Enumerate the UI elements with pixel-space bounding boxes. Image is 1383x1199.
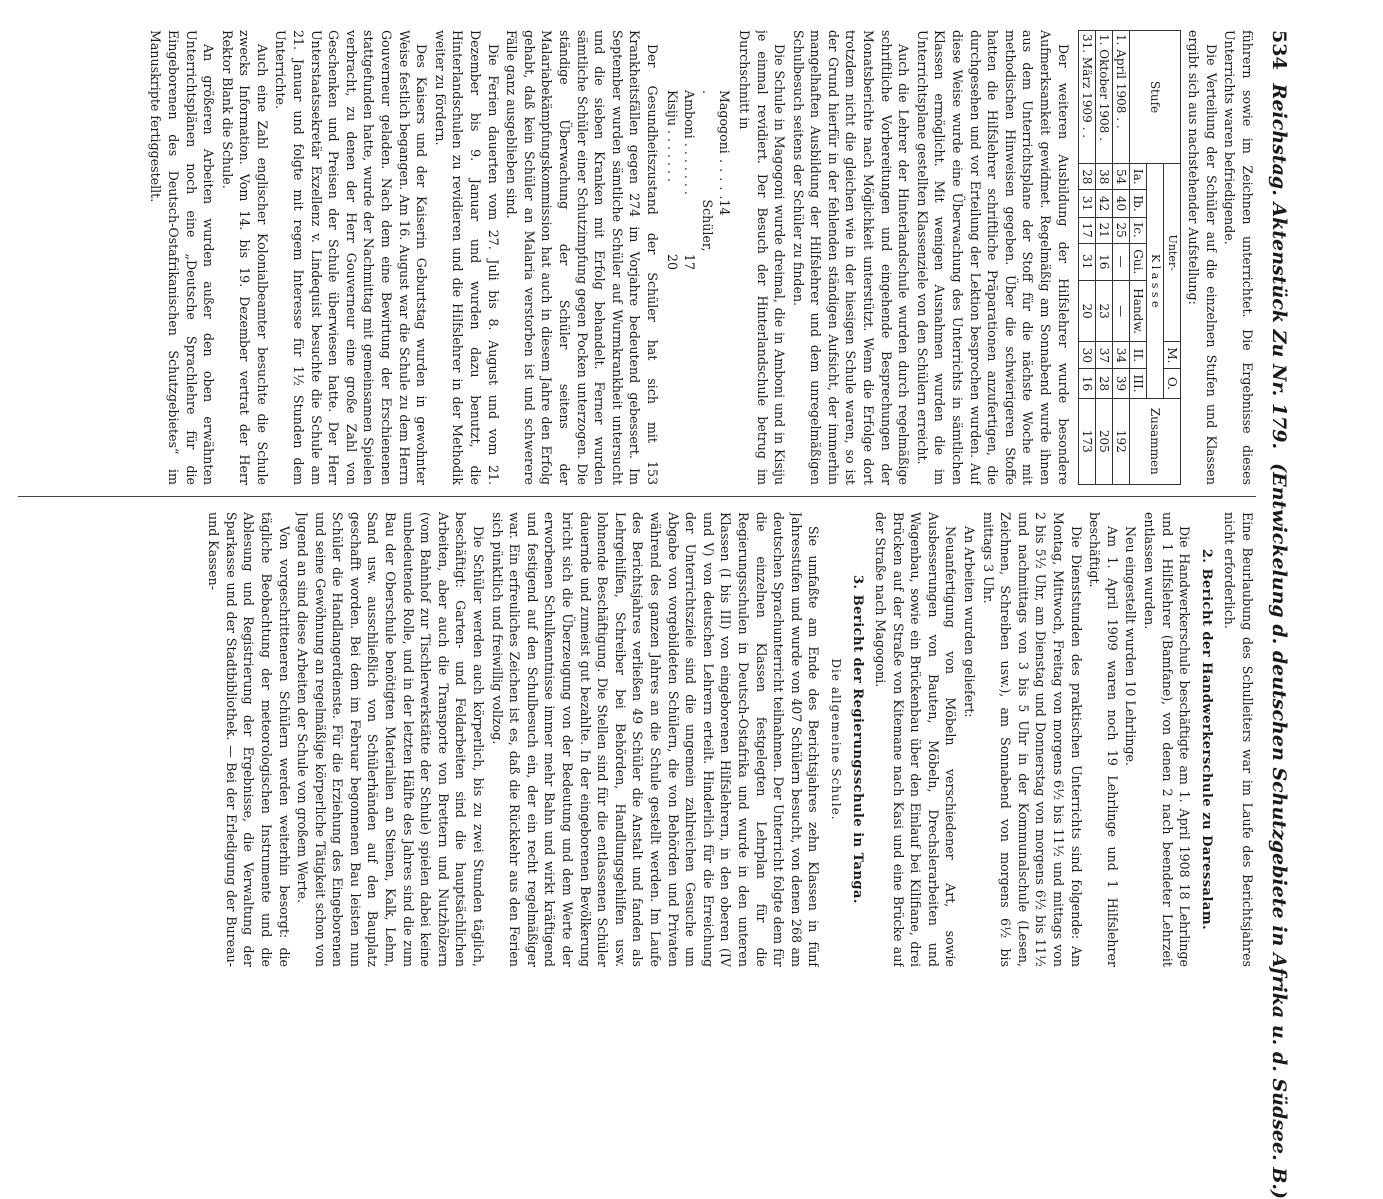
table-header-o: O.: [1163, 369, 1180, 398]
table-subheader: Gui.: [1129, 243, 1146, 280]
table-row: [1112, 31, 1129, 485]
running-head: [1264, 30, 1290, 1199]
section-heading: 2. Bericht der Handwerkerschule zu Daressalam.: [1198, 548, 1214, 931]
section-subheading: Die allgemeine Schule.: [828, 658, 843, 821]
outpost-attendance-list: [663, 90, 733, 485]
table-cell: 23: [1095, 280, 1112, 342]
paragraph: Die Schule in Magogoni wurde dreimal, die in Amboni und in Kisiju je einmal revidiert. Der Besuch der Hinterlandschule betrug im Durchschnitt in: [736, 30, 788, 485]
paragraph: Die Verteilung der Schüler auf die einzelnen Stufen und Klassen ergibt sich aus nachstehender Aufstellung:: [1186, 30, 1219, 485]
right-column: [18, 512, 1256, 967]
paragraph: Neu eingestellt wurden 10 Lehrlinge.: [1123, 526, 1139, 766]
paragraph: An Arbeiten wurden geliefert:: [962, 526, 978, 718]
column-divider: [18, 496, 1256, 497]
table-cell: 16: [1078, 369, 1095, 398]
list-item: [681, 90, 699, 270]
paragraph: Die Ferien dauerten vom 27. Juli bis 8. August und vom 21. Dezember bis 9. Januar und wurden dazu benutzt, die Hinterlandschulen zu revidieren und die Hilfslehrer in der Methodik weiter zu fördern.: [432, 30, 501, 485]
paragraph: Auch eine Zahl englischer Kolonialbeamter besuchte die Schule zwecks Information. Vom 14. bis 19. Dezember vertrat der Herr Rektor Blank die Schule.: [219, 30, 270, 485]
table-cell: 31: [1078, 190, 1095, 217]
outpost-name: Amboni . . . . . . .: [682, 90, 698, 195]
paragraph: Des Kaisers und der Kaiserin Geburtstag wurden in gewohnter Weise festlich begangen. Am 16. August war die Schule zu dem Herrn Gouverneur geladen. Nach dem eine Bewirtung der Erschienenen stattgefunden hatte, wurde der Nachmittag mit gemeinsamen Spielen verbracht, zu denen der Herr Gouverneur eine große Zahl von Geschenken und Preisen der Schule überwiesen hatte. Der Herr Unterstaatssekretär Exzellenz v. Lindequist besuchte die Schule am 21. Januar und folgte mit regem Interesse für 1½ Stunden dem Unterrichte.: [273, 30, 430, 485]
running-title-right: (Entwickelung d. deutschen Schutzgebiete in Afrika u. d. Südsee. B.): [1268, 463, 1290, 1199]
paragraph: Von vorgeschritteneren Schülern werden weiterhin besorgt: die tägliche Beobachtung der meteorologischen Instrumente und die Ablesung und Registrierung der Ergebnisse, die Verwaltung der Sparkasse und der Stadtbibliothek. — Bei der Erledigung der Bureau- und Kassen-: [206, 512, 292, 967]
paragraph: Auch die Lehrer der Hinterlandschule wurden durch regelmäßige schriftliche Vorbereitungen und eingehende Besprechungen der Monatsberichte nach Möglichkeit unterstützt. Wenn die Erfolge dort trotzdem nicht die gleichen wie in der hiesigen Schule waren, so ist der Grund hierfür in der fehlenden ständigen Aufsicht, der immerhin mangelhaften Ausbildung der Hilfslehrer und dem unregelmäßigen Schulbesuch seitens der Schüler zu finden.: [790, 30, 912, 485]
outpost-count: 20: [664, 253, 680, 270]
table-cell: 17: [1078, 217, 1095, 243]
outpost-count: 17: [682, 253, 698, 270]
class-distribution-table: [1078, 30, 1181, 485]
paragraph: Die Schüler werden auch körperlich, bis zu zwei Stunden täglich, beschäftigt: Garten- und Feldarbeiten sind die hauptsächlichen Arbeiten, aber auch die Transporte von Brettern und Nutzhölzern (vom Bahnhof zur Tischlerwerkstätte der Schule) spielen dabei keine unbedeutende Rolle, und in der letzten Hälfte des Jahres sind die zum Bau der Oberschule benötigten Materialien an Steinen, Kalk, Lehm, Sand usw. ausschließlich von Schülerhänden auf den Bauplatz geschafft worden. Bei dem im Februar begonnenen Bau leisten nun Schüler die Handlangerdienste. Für die Erziehung des Eingeborenen und seine Gewöhnung an regelmäßige körperliche Tätigkeit schon von Jugend an sind diese Arbeiten der Schule von großem Werte.: [295, 512, 487, 967]
table-cell-date: 1. April 1908 . .: [1112, 31, 1129, 164]
table-cell-total: 205: [1095, 398, 1112, 484]
paragraph: Neuanfertigung von Möbeln verschiedener Art, sowie Ausbesserungen von Bauten, Möbeln, Drechslerarbeiten und Wagenbau, sowie ein Brückenbau über den Einlauf bei Kilifiane, drei Brücken auf der Straße von Kitemane nach Kasi und eine Brücke auf der Straße nach Magogoni.: [873, 512, 959, 967]
table-cell-total: 192: [1112, 398, 1129, 484]
table-cell: 39: [1112, 369, 1129, 398]
table-cell-date: 1. Oktober 1908 .: [1095, 31, 1112, 164]
table-cell: —: [1112, 243, 1129, 280]
table-header-stufe: Stufe: [1129, 31, 1180, 164]
table-row: [1095, 31, 1112, 485]
paragraph: Sie umfaßte am Ende des Berichtsjahres zehn Klassen in fünf Jahresstufen und wurde von 407 Schülern besucht, von denen 268 am deutschen Sprachunterricht teilnahmen. Der Unterricht folgte dem für die einzelnen Klassen festgelegten Lehrplan für die Regierungsschulen in Deutsch-Ostafrika und wurde in den unteren Klassen (I bis III) von eingeborenen Hilfslehrern, in den oberen (IV und V) von deutschen Lehrern erteilt. Hinderlich für die Erreichung der Unterrichtsziele sind die ungemein zahlreichen Gesuche um Abgabe von vorgebildeten Schülern, die von Behörden und Privaten während des ganzen Jahres an die Schule gestellt werden. Im Laufe des Berichtsjahres verließen 49 Schüler die Anstalt und fanden als Lehrgehilfen, Schreiber bei Behörden, Handlungsgehilfen usw. lohnende Beschäftigung. Die Stellen sind für die entlassenen Schüler dauernde und zumeist gut bezahlte. In der eingeborenen Bevölkerung bricht sich die Überzeugung von der Bedeutung und dem Werte der erworbenen Schulkenntnisse immer mehr Bahn und wirkt kräftigend und festigend auf den Schulbesuch ein, der ein recht regelmäßiger war. Ein erfreuliches Zeichen ist es, daß die Rückkehr aus den Ferien sich pünktlich und freiwillig vollzog.: [489, 512, 822, 967]
table-cell: 37: [1095, 342, 1112, 369]
table-row: [1078, 31, 1095, 485]
table-cell: 16: [1095, 243, 1112, 280]
table-subheader: II.: [1129, 342, 1146, 369]
table-cell: 21: [1095, 217, 1112, 243]
paragraph: An größeren Arbeiten wurden außer den oben erwähnten Unterrichtsplänen noch eine „Deutsche Sprachlehre für die Eingeborenen des Deutsch-Ostafrikanischen Schutzgebietes“ im Manuskripte fertiggestellt.: [148, 30, 217, 485]
table-subheader: Ia.: [1129, 163, 1146, 190]
left-column: [18, 30, 1256, 485]
table-header-klasse: K l a s s e: [1146, 163, 1163, 398]
table-subheader: III.: [1129, 369, 1146, 398]
list-item: [663, 90, 681, 270]
table-subheader: Ib.: [1129, 190, 1146, 217]
outpost-count: 14 Schüler,: [699, 199, 733, 252]
table-cell-date: 31. März 1909 . .: [1078, 31, 1095, 164]
table-cell: 28: [1095, 369, 1112, 398]
outpost-name: Magogoni . . . . . .: [699, 90, 733, 200]
table-cell: 30: [1078, 342, 1095, 369]
paragraph: Die Dienststunden des praktischen Unterrichts sind folgende: Am Montag, Mittwoch, Freitag von morgens 6½ bis 11½ und mittags von 2 bis 5½ Uhr, am Dienstag und Donnerstag von morgens 6½ bis 11½ und nachmittags von 3 bis 5 Uhr in der Kommunalschule (Lesen, Zeichnen, Schreiben usw.), am Sonnabend von morgens 6½ bis mittags 3 Uhr.: [980, 512, 1084, 967]
list-item: [698, 90, 733, 270]
table-cell-total: 173: [1078, 398, 1095, 484]
table-subheader: Ic.: [1129, 217, 1146, 243]
table-header-unter: Unter-: [1163, 163, 1180, 341]
table-cell: 42: [1095, 190, 1112, 217]
table-cell: 20: [1078, 280, 1095, 342]
table-cell: 28: [1078, 163, 1095, 190]
running-title-left: Reichstag. Aktenstück Zu Nr. 179.: [1268, 83, 1290, 450]
table-cell: 34: [1112, 342, 1129, 369]
section-heading: 3. Bericht der Regierungsschule in Tanga.: [849, 575, 865, 904]
table-cell: 54: [1112, 163, 1129, 190]
table-cell: 25: [1112, 217, 1129, 243]
paragraph: Der weiteren Ausbildung der Hilfslehrer wurde besondere Aufmerksamkeit gewidmet. Regelmäßig am Sonnabend wurde ihnen aus dem Unterrichtsplane der Stoff für die nächste Woche mit methodischen Hinweisen gegeben. Über die schwierigeren Stoffe hatten die Hilfslehrer schriftliche Präparationen anzufertigen, die durchgesehen und vor Erteilung der Lektion besprochen wurden. Auf diese Weise wurde eine Überwachung des Unterrichts in sämtlichen Klassen ermöglicht. Mit wenigen Ausnahmen wurden die im Unterrichtsplane gestellten Klassenziele von den Schülern erreicht.: [914, 30, 1071, 485]
paragraph: Eine Beurlaubung des Schulleiters war im Laufe des Berichtsjahres nicht erforderlich.: [1222, 512, 1255, 967]
paragraph: Am 1. April 1909 waren noch 19 Lehrlinge und 1 Hilfslehrer beschäftigt.: [1087, 512, 1120, 967]
paragraph: Die Handwerkerschule beschäftigte am 1. April 1908 18 Lehrlinge und 1 Hilfslehrer (Bamfane), von denen 2 nach beendeter Lehrzeit entlassen wurden.: [1142, 512, 1193, 967]
table-cell: 38: [1095, 163, 1112, 190]
table-header-zusammen: Zusammen: [1129, 398, 1180, 484]
table-cell: —: [1112, 280, 1129, 342]
outpost-name: Kisiju . . . . . . .: [664, 90, 680, 182]
table-subheader: Handw.: [1129, 280, 1146, 342]
page-number: 534: [1268, 30, 1290, 70]
table-header-m: M.: [1163, 342, 1180, 369]
paragraph: führern sowie im Zeichnen unterrichtet. Die Ergebnisse dieses Unterrichts waren befriedigende.: [1222, 30, 1255, 485]
paragraph: Der Gesundheitszustand der Schüler hat sich mit 153 Krankheitsfällen gegen 274 im Vorjahre bedeutend gebessert. Im September wurden sämtliche Schüler auf Wurmkrankheit untersucht und die sieben Kranken mit Erfolg behandelt. Ferner wurden sämtliche Schüler einer Schutzimpfung gegen Pocken unterzogen. Die ständige Überwachung der Schüler seitens der Malariabekämpfungskommission hat auch in diesem Jahre den Erfolg gehabt, daß kein Schüler an Malaria verstorben ist und schwerere Fälle ganz ausgeblieben sind.: [504, 30, 660, 485]
table-cell: 40: [1112, 190, 1129, 217]
table-cell: 31: [1078, 243, 1095, 280]
